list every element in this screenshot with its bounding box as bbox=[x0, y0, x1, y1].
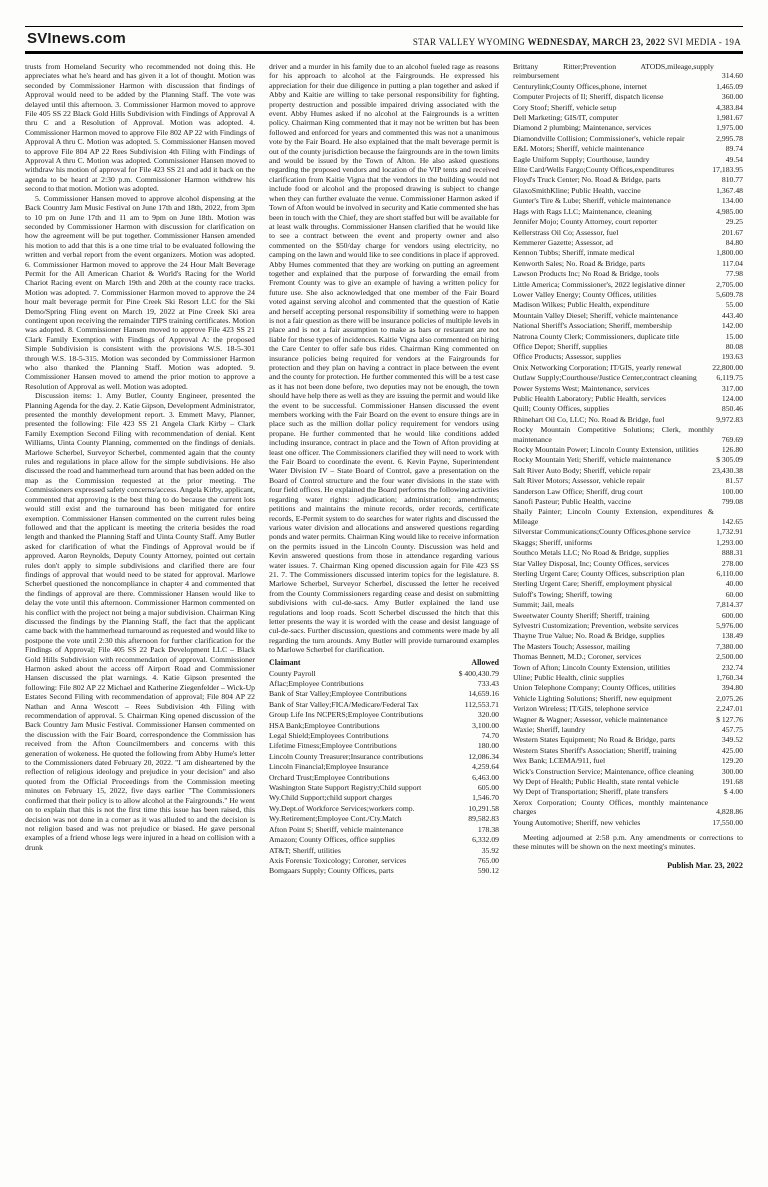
claim-amount: 6,463.00 bbox=[472, 772, 499, 782]
claim-row bbox=[513, 455, 743, 464]
claim-amount: 89.74 bbox=[725, 144, 743, 154]
claimant-name: Verizon Wireless; IT/GIS, telephone service bbox=[513, 704, 649, 714]
claim-row bbox=[513, 746, 743, 755]
claim-amount: 1,367.48 bbox=[716, 185, 743, 195]
claimant-name: Union Telephone Company; County Offices, utilities bbox=[513, 683, 676, 693]
claimant-name: Kellerstrass Oil Co; Assessor, fuel bbox=[513, 227, 619, 237]
claim-amount: 4,259.64 bbox=[472, 762, 499, 772]
claim-amount: 769.69 bbox=[721, 434, 743, 444]
claimant-name: The Masters Touch; Assessor, mailing bbox=[513, 641, 631, 651]
claimant-name: Amazon; County Offices, office supplies bbox=[269, 835, 395, 845]
claimant-name: Lincoln County Treasurer;Insurance contributions bbox=[269, 751, 423, 761]
claimant-name: Dell Marketing; GIS/IT, computer bbox=[513, 113, 619, 123]
claim-row bbox=[513, 642, 743, 651]
claim-row bbox=[513, 663, 743, 672]
claim-row bbox=[513, 404, 743, 413]
claim-amount: 100.00 bbox=[721, 486, 743, 496]
claimant-name: Orchard Trust;Employee Contributions bbox=[269, 772, 390, 782]
claim-row bbox=[513, 425, 743, 444]
claimant-name: Young Automotive; Sheriff, new vehicles bbox=[513, 817, 641, 827]
claim-amount: 77.98 bbox=[725, 269, 743, 279]
claim-row bbox=[513, 652, 743, 661]
claimant-name: Gunter's Tire & Lube; Sheriff, vehicle maintenance bbox=[513, 196, 671, 206]
masthead-dateline bbox=[413, 37, 741, 47]
claimant-name: Power Systems West; Maintenance, services bbox=[513, 383, 650, 393]
claim-amount: 17,183.95 bbox=[712, 165, 743, 175]
claim-row bbox=[513, 300, 743, 309]
site-name: SVInews.com bbox=[27, 30, 126, 47]
claim-row bbox=[513, 466, 743, 475]
claimant-name: Lifetime Fitness;Employee Contributions bbox=[269, 741, 397, 751]
claim-row bbox=[513, 311, 743, 320]
claim-amount: 15.00 bbox=[725, 331, 743, 341]
claimant-name: Skaggs; Sheriff, uniforms bbox=[513, 537, 593, 547]
claim-amount: 89,582.83 bbox=[468, 814, 499, 824]
claimant-name: Afton Point S; Sheriff, vehicle maintenance bbox=[269, 824, 404, 834]
claimant-name: Vehicle Lighting Solutions; Sheriff, new equipment bbox=[513, 693, 672, 703]
claim-amount: 1,546.70 bbox=[472, 793, 499, 803]
claimant-name: Mountain Valley Diesel; Sheriff, vehicle maintenance bbox=[513, 310, 678, 320]
claim-amount: 1,760.34 bbox=[716, 672, 743, 682]
claim-amount: 4,985.00 bbox=[716, 206, 743, 216]
claim-amount: 1,800.00 bbox=[716, 248, 743, 258]
claim-amount: 3,100.00 bbox=[472, 720, 499, 730]
claim-row bbox=[513, 631, 743, 640]
claimant-name: Hags with Rags LLC; Maintenance, cleaning bbox=[513, 206, 652, 216]
claim-amount: 1,981.67 bbox=[716, 113, 743, 123]
column-2 bbox=[269, 62, 499, 1180]
claim-row bbox=[513, 445, 743, 454]
claim-row bbox=[513, 415, 743, 424]
claimant-name: Eagle Uniform Supply; Courthouse, laundry bbox=[513, 154, 650, 164]
claim-row bbox=[513, 113, 743, 122]
claim-amount: 29.25 bbox=[725, 217, 743, 227]
claimant-name: Natrona County Clerk; Commissioners, duplicate title bbox=[513, 331, 680, 341]
claim-row bbox=[513, 155, 743, 164]
claimant-name: Suloff's Towing; Sheriff, towing bbox=[513, 589, 613, 599]
claims-header-claimant: Claimant bbox=[269, 657, 301, 667]
claim-row bbox=[513, 175, 743, 184]
claim-row bbox=[269, 846, 499, 855]
claim-amount: 178.38 bbox=[477, 824, 499, 834]
claim-amount: 443.40 bbox=[721, 310, 743, 320]
adjournment-paragraph: Meeting adjourned at 2:58 p.m. Any amendments or corrections to these minutes will be shown on the next meeting's minutes. bbox=[513, 833, 743, 852]
claim-amount: 457.75 bbox=[721, 725, 743, 734]
claim-amount: 14,659.16 bbox=[468, 689, 499, 699]
claim-row bbox=[513, 238, 743, 247]
claim-row bbox=[269, 866, 499, 875]
claim-row bbox=[513, 818, 743, 827]
claimant-name: HSA Bank;Employee Contributions bbox=[269, 720, 380, 730]
claim-amount: 81.57 bbox=[725, 476, 743, 486]
claimant-name: Wick's Construction Service; Maintenance, office cleaning bbox=[513, 766, 694, 776]
claimant-name: Salt River Auto Body; Sheriff, vehicle repair bbox=[513, 465, 651, 475]
claimant-name: Washington State Support Registry;Child support bbox=[269, 783, 422, 793]
claim-row bbox=[513, 704, 743, 713]
claim-amount: 278.00 bbox=[721, 558, 743, 568]
claim-amount: $ 127.76 bbox=[716, 714, 743, 724]
column-1 bbox=[25, 62, 255, 1180]
claim-amount: 80.08 bbox=[725, 341, 743, 351]
claimant-name: Madison Wilkes; Public Health, expenditure bbox=[513, 300, 650, 310]
claimant-name: Rocky Mountain Power; Lincoln County Extension, utilities bbox=[513, 445, 699, 455]
claim-amount: 1,465.09 bbox=[716, 81, 743, 91]
claim-amount: 180.00 bbox=[477, 741, 499, 751]
claimant-name: Bank of Star Valley;Employee Contributions bbox=[269, 689, 407, 699]
claim-amount: 810.77 bbox=[721, 175, 743, 185]
claimant-name: Wex Bank; LCEMA/911, fuel bbox=[513, 756, 606, 766]
claim-row bbox=[513, 186, 743, 195]
claimant-name: Star Valley Disposal, Inc; County Offices, services bbox=[513, 558, 669, 568]
claim-amount: 138.49 bbox=[721, 631, 743, 641]
claim-row bbox=[513, 548, 743, 557]
column-3 bbox=[513, 62, 743, 1180]
claimant-name: Southco Metals LLC; No Road & Bridge, supplies bbox=[513, 548, 669, 558]
claimant-name: Western States Equipment; No Road & Bridge, parts bbox=[513, 735, 676, 745]
claim-amount: 2,247.01 bbox=[716, 704, 743, 714]
claim-amount: 17,550.00 bbox=[712, 817, 743, 827]
claimant-name: Floyd's Truck Center; No. Road & Bridge, parts bbox=[513, 175, 661, 185]
claim-amount: 4,383.84 bbox=[716, 102, 743, 112]
claim-row bbox=[269, 700, 499, 709]
claim-row bbox=[513, 798, 743, 817]
claimant-name: Shaily Painter; Lincoln County Extension, expenditures & Mileage bbox=[513, 507, 714, 526]
claim-row bbox=[513, 579, 743, 588]
claim-amount: 232.74 bbox=[721, 662, 743, 672]
claim-amount: 193.63 bbox=[721, 352, 743, 362]
claimant-name: Jennifer Mojo; County Attorney, court reporter bbox=[513, 217, 658, 227]
article-paragraph: Discussion items: 1. Amy Butler, County Engineer, presented the Planning Agenda for the day. 2. Katie Gipson, Development Administrator, presented the monthly development report. 3. Emmett Mavy, Planner, presented the following: File 423 SS 21 Angela Clark Kirby – Clark Family Exemption Second Filing with recommendation of denial. Kent Williams, Uinta County Planning, commented on the findings of denials. Marlowe Scherbel, Surveyor Scherbel, commented again that the county rules and regulations in place allow for the simple subdivisions. He also discussed the road and hammerhead turn around that has been added on the map as the Commission requested at the prior meeting. The Commissioners expressed safety concerns/access. Angela Kirby, applicant, commented that approving is the best thing to do because the current lots would still exist and the turnaround has been mitigated for entire exemption. Commissioner Hansen commented on the current rules being followed and that the applicant is meeting the criteria besides the road length and thanked the Planning Staff and Uinta County Staff. Amy Butler asked for clarification of what the Findings of Approval would be if approved. Aaron Reynolds, Deputy County Attorney, pointed out certain rules don't apply to simple subdivisions and clarified there are four findings of approval that would need to be stated for approval. Marlowe Scherbel questioned the noncompliance in chapter 4 and commented that the findings of approval are there. Commissioner Hansen would like to delay the vote until this afternoon. Commissioner Harmon commented on his conflict with the project not being a major subdivision. Chairman King discussed the findings by the Planning Staff, the fact that the applicant came back with the hammerhead turnaround as requested and would like to postpone the vote until 2:30 this afternoon for further clarification for the Findings of Approval; File 405 SS 22 Pack Development LLC – Black Gold Hills Subdivision with recommendation of approval. Commissioner Harmon asked about the access off Airport Road and Commissioner Hansen discussed the plat warnings. 4. Katie Gipson presented the following: File 802 AP 22 Michael and Katherine Ziegenfelder – Wick-Up Estates Second Filing with recommendation of approval; File 804 AP 22 Nathan and Anna Wescott – Rees Subdivision 4th Filing with recommendation of approval. 5. Chairman King opened discussion of the Back Country Jam Music Festival. Commissioner Hansen commented on the discussion with the Fair Board, correspondence the Commission has received from the Afton Councilmembers and concerns with this generation of wokeness. He quoted the following from Abby Hume's letter to the Commissioners dated February 20, 2022. "I am disheartened by the reflection of religious ideology and prejudice in your decision" and also quoted from the Official Proceedings from the Commission meeting minutes on February 15, 2022, five days earlier "The Commissioners confirmed that their policy is to allow alcohol at the Fairgrounds." He went on to explain that this is not the first time this issue has been raised, this decision was not done in a corner as it was alluded to and the decision is not religion based and was not prejudice or biased. He gave personal examples of a friend whose legs were injured in a head on collision with a drunk bbox=[25, 391, 255, 852]
claimant-name: GlaxoSmithKline; Public Health, vaccine bbox=[513, 185, 641, 195]
claimant-name: Salt River Motors; Assessor, vehicle repair bbox=[513, 476, 645, 486]
claim-amount: 4,828.86 bbox=[716, 807, 743, 817]
claim-amount: $ 4.00 bbox=[723, 787, 743, 797]
claimant-name: Xerox Corporation; County Offices, monthly maintenance charges bbox=[513, 797, 709, 817]
claim-amount: 1,975.00 bbox=[716, 123, 743, 133]
claim-row bbox=[513, 590, 743, 599]
claim-row bbox=[513, 683, 743, 692]
claim-row bbox=[513, 207, 743, 216]
claim-row bbox=[513, 527, 743, 536]
claim-row bbox=[513, 735, 743, 744]
claim-row bbox=[513, 352, 743, 361]
claimant-name: Elite Card/Wells Fargo;County Offices,expenditures bbox=[513, 165, 674, 175]
claimant-name: Sweetwater County Sheriff; Sheriff, training bbox=[513, 610, 650, 620]
claim-row bbox=[513, 280, 743, 289]
claim-row bbox=[513, 103, 743, 112]
claimant-name: AT&T; Sheriff, utilities bbox=[269, 845, 341, 855]
claimant-name: Cory Stoof; Sheriff, vehicle setup bbox=[513, 102, 617, 112]
claims-list-col2 bbox=[269, 669, 499, 876]
claim-amount: 23,430.38 bbox=[712, 465, 743, 475]
claim-amount: 84.80 bbox=[725, 237, 743, 247]
claim-amount: 1,293.00 bbox=[716, 537, 743, 547]
masthead-date: WEDNESDAY, MARCH 23, 2022 bbox=[527, 37, 666, 47]
claim-amount: 134.00 bbox=[721, 196, 743, 206]
claim-amount: 600.00 bbox=[721, 610, 743, 620]
claim-row bbox=[513, 384, 743, 393]
claim-amount: 1,732.91 bbox=[716, 527, 743, 537]
masthead bbox=[25, 26, 743, 54]
claim-amount: 349.52 bbox=[721, 735, 743, 745]
claim-row bbox=[513, 756, 743, 765]
claim-amount: 142.65 bbox=[721, 516, 743, 526]
claim-row bbox=[513, 92, 743, 101]
claimant-name: Wy.Dept.of Workforce Services;workers comp. bbox=[269, 803, 415, 813]
claimant-name: Bank of Star Valley;FICA/Medicare/Federal Tax bbox=[269, 699, 419, 709]
claimant-name: Office Products; Assessor, supplies bbox=[513, 352, 622, 362]
claimant-name: Diamond 2 plumbing; Maintenance, services bbox=[513, 123, 652, 133]
claim-row bbox=[513, 269, 743, 278]
claim-amount: 74.70 bbox=[481, 731, 499, 741]
claim-row bbox=[513, 725, 743, 734]
claimant-name: Public Health Laboratory; Public Health, services bbox=[513, 394, 666, 403]
claim-amount: 112,553.71 bbox=[464, 699, 499, 709]
claim-row bbox=[269, 804, 499, 813]
claimant-name: Little America; Commissioner's, 2022 legislative dinner bbox=[513, 279, 686, 289]
claim-amount: 10,291.58 bbox=[468, 803, 499, 813]
claim-row bbox=[513, 569, 743, 578]
claim-row bbox=[269, 669, 499, 678]
claimant-name: Wy Dept of Health; Public Health, state rental vehicle bbox=[513, 777, 679, 787]
claim-row bbox=[513, 538, 743, 547]
claim-row bbox=[513, 767, 743, 776]
claim-amount: 765.00 bbox=[477, 855, 499, 865]
claim-amount: 300.00 bbox=[721, 766, 743, 776]
claims-header-allowed: Allowed bbox=[471, 657, 499, 667]
claim-row bbox=[269, 731, 499, 740]
claim-amount: 6,332.09 bbox=[472, 835, 499, 845]
claim-row bbox=[513, 476, 743, 485]
claim-row bbox=[513, 497, 743, 506]
claim-amount: 7,814.37 bbox=[716, 600, 743, 610]
claim-amount: 6,119.75 bbox=[716, 373, 743, 383]
article-paragraph: 5. Commissioner Hansen moved to approve alcohol dispensing at the Back Country Jam Music Festival on June 17th and 18th, 2022, from 3pm to 10 pm on June 17th and 11 am to 9pm on June 18th. Motion was seconded by Commissioner Harmon with discussion for clarification on how the agreement will be put together. Commissioner Hansen amended his motion to add that this is a one time trial to be evaluated following the written and verbal report from the event organizers. Motion was adopted. 6. Commissioner Harmon moved to approve the 24 Hour Malt Beverage Permit for the All American Chariot & World's Racing for the World Chariot Racing event on March 19th and 20th at the county race tracks. Motion was adopted. 7. Commissioner Harmon moved to approve the 24 hour malt beverage permit for Pine Creek Ski Resort LLC for the Ski Demo/Spring Fling event on March 19, 2022 at Pine Creek Ski area contingent upon receiving the remainder TIPS training certificates. Motion was adopted. 8. Commissioner Hansen moved to approve File 423 SS 21 Clark Family Exemption with Findings of Approval A: the proposed Simple Subdivision is consistent with the provisions W.S. 18-5-301 through W.S. 18-5-315. Motion was seconded by Commissioner Harmon who also thanked the Planning Staff. Motion was adopted. 9. Commissioner Hansen moved to amend the prior motion to approve a Resolution of Approval as well. Motion was adopted. bbox=[25, 193, 255, 391]
claim-row bbox=[269, 835, 499, 844]
claim-amount: 2,075.26 bbox=[716, 693, 743, 703]
claimant-name: Wagner & Wagner; Assessor, vehicle maintenance bbox=[513, 714, 668, 724]
claim-row bbox=[269, 773, 499, 782]
claim-amount: 126.80 bbox=[721, 445, 743, 455]
claim-row bbox=[513, 134, 743, 143]
claimant-name: Kennon Tubbs; Sheriff, inmate medical bbox=[513, 248, 635, 258]
claims-table-header bbox=[269, 658, 499, 668]
claim-amount: 5,976.00 bbox=[716, 620, 743, 630]
claimant-name: Western States Sheriff's Association; Sheriff, training bbox=[513, 745, 677, 755]
claim-amount: 60.00 bbox=[725, 589, 743, 599]
claim-row bbox=[513, 332, 743, 341]
claim-row bbox=[513, 228, 743, 237]
claimant-name: Lincoln Financial;Employee Insurance bbox=[269, 762, 389, 772]
claim-amount: 317.00 bbox=[721, 383, 743, 393]
claimant-name: Sterling Urgent Care; Sheriff, employment physical bbox=[513, 579, 672, 589]
claimant-name: Summit; Jail, meals bbox=[513, 600, 574, 610]
article-paragraph: driver and a murder in his family due to an alcohol fueled rage as reasons for his approach to alcohol at the Fairgrounds. He expressed his appreciation for their due diligence in putting a plan together and asked if Abby and Kaitie are willing to take personal responsibility for fighting, property destruction and possible impaired driving associated with the event. Abby Humes asked if no alcohol at the Fairgrounds is a written policy. Chairman King commented that it may not be written but has been followed and enforced for years and commented this was not a unanimous vote by the Fair Board. He also explained that the malt beverage permit is out of the county jurisdiction because the fairgrounds are in the town limits and would be issued by the Town of Alton. He also asked questions regarding the proposed vendors and location of the VIP tents and received clarification from Kaitie Vigna that the vendors in the building would not include food or alcohol and the proposed drawing is subject to change when they can further evaluate the venue. Commissioner Harmon asked if Town of Afton would be involved in security and Katie commented she has been in touch with the Chief, they are short staffed but will be available for at least walk throughs. Commissioner Hansen clarified that he would like to see a contract between the event and property owner and also commented on the $50/day charge for vendors using electricity, no camping on the lawn and would like to see conditions in place if approved. Abby Humes commented that they are working on putting an agreement together and explained that the purpose of forwarding the email from Fremont County was to give an example of having a written policy for future use. She also acknowledged that one member of the Fair Board voted against serving alcohol and commented that the question of Katie and herself accepting personal responsibility if something were to happen is not a fair question as there will be insurance policies of multiple levels in place and is not a fair assumption to make as bars or restaurant are not liable for these types of incidences. Kaitie Vigna also commented on hiring the Care Center to offer safe bus rides. Chairman King commented on insurance policies being required for vendors at the Fairgrounds for protection and they plan on having a contract in place between the event and the county for protection. He further commented this will be a test case as it has not been done before, two deputies may not be enough, the town should have help there as well as they are issuing the permit and would like the event to be successful. Commissioner Hansen discussed the event members working with the Fair Board on the event to ensure things are in place such as the million dollar policy requirement for vendors using propane. He further commented that he would like conditions added including insurance, contract in place and the Town of Afton providing at least one officer. The Commissioners clarified they will need to work with the Fair Board to coordinate the event. 6. Kevin Payne, Superintendent Water Division IV – State Board of Control, gave a presentation on the Board of Control structure and the four water divisions in the state with four field offices. He explained the Board performs the following activities regarding water rights: adjudication; administration; amendments; petitions and maintains the minute records, order records, certificate records, E-Permit system to do searches for water rights and discussed the various water division and allocations and answered questions regarding ponds and water permits. Chairman King would like to receive information on the permits issued in the Lincoln County. Discussion was held and Kevin answered questions from those in attendance regarding various water issues. 7. Chairman King opened discussion again for File 423 SS 21. 7. The Commissioners discussed interim topics for the legislature. 8. Marlowe Scherbel, Surveyor Scherbel, discussed the letter he received from the County Commissioners regarding cease and desist on submitting subdivisions with cul-de-sacs. Amy Butler explained the land use regulations and loop roads. Scott Scherbel discussed the hitch that this letter presents the way it is worded with the cease and desist language of cul-de-sacs. Further discussion, questions and comments were made by all regarding the turn arounds. Amy Butler will provide turnaround examples to Marlowe Scherbel for clarification. bbox=[269, 62, 499, 655]
claim-row bbox=[513, 144, 743, 153]
claim-amount: 129.20 bbox=[721, 756, 743, 766]
claim-row bbox=[269, 762, 499, 771]
claim-amount: 49.54 bbox=[725, 154, 743, 164]
claim-amount: 888.31 bbox=[721, 548, 743, 558]
masthead-edition: SVI MEDIA - 19A bbox=[667, 37, 741, 47]
claimant-name: Legal Shield;Employees Contributions bbox=[269, 731, 389, 741]
claim-row bbox=[513, 342, 743, 351]
claim-row bbox=[513, 363, 743, 372]
claimant-name: Silverstar Communications;County Offices,phone service bbox=[513, 527, 691, 537]
claim-row bbox=[513, 777, 743, 786]
claimant-name: Uline; Public Health, clinic supplies bbox=[513, 672, 625, 682]
claim-row bbox=[513, 559, 743, 568]
claimant-name: Waxie; Sheriff, laundry bbox=[513, 725, 586, 734]
claim-amount: 799.08 bbox=[721, 497, 743, 507]
claim-row bbox=[513, 600, 743, 609]
claim-row bbox=[269, 783, 499, 792]
claim-row bbox=[513, 62, 743, 81]
claim-amount: 6,110.00 bbox=[716, 568, 743, 578]
claim-row bbox=[513, 787, 743, 796]
claimant-name: Sterling Urgent Care; County Offices, subscription plan bbox=[513, 568, 685, 578]
claim-row bbox=[269, 721, 499, 730]
claimant-name: Office Depot; Sheriff, supplies bbox=[513, 341, 608, 351]
claim-amount: 35.92 bbox=[481, 845, 499, 855]
claimant-name: Kenworth Sales; No. Road & Bridge, parts bbox=[513, 258, 645, 268]
claimant-name: Rhinehart Oil Co, LLC; No. Road & Bridge, fuel bbox=[513, 414, 665, 424]
claimant-name: Onix Networking Corporation; IT/GIS, yearly renewal bbox=[513, 362, 682, 372]
claimant-name: Wy Dept of Transportation; Sheriff, plate transfers bbox=[513, 787, 669, 797]
claim-amount: 314.60 bbox=[721, 71, 743, 81]
claim-row bbox=[513, 217, 743, 226]
claimant-name: Wy.Retirement;Employee Cont./Cty.Match bbox=[269, 814, 402, 824]
claimant-name: Town of Afton; Lincoln County Extension, utilities bbox=[513, 662, 671, 672]
claimant-name: Thayne True Value; No. Road & Bridge, supplies bbox=[513, 631, 665, 641]
claim-amount: 733.43 bbox=[477, 679, 499, 688]
claimant-name: Axis Forensic Toxicology; Coroner, services bbox=[269, 855, 407, 865]
claimant-name: Lawson Products Inc; No Road & Bridge, tools bbox=[513, 269, 660, 279]
claim-amount: 40.00 bbox=[725, 579, 743, 589]
claimant-name: E&L Motors; Sheriff, vehicle maintenance bbox=[513, 144, 645, 154]
claim-row bbox=[513, 165, 743, 174]
masthead-location: STAR VALLEY WYOMING bbox=[412, 37, 526, 47]
claim-row bbox=[269, 814, 499, 823]
claim-amount: 12,086.34 bbox=[468, 751, 499, 761]
claimant-name: Brittany Ritter;Prevention ATODS,mileage,supply reimbursement bbox=[513, 62, 714, 81]
claim-amount: $ 305.09 bbox=[716, 455, 743, 465]
claimant-name: Bomgaars Supply; County Offices, parts bbox=[269, 866, 394, 876]
claim-amount: 117.04 bbox=[722, 258, 743, 268]
claim-row bbox=[513, 621, 743, 630]
claim-row bbox=[513, 507, 743, 526]
claim-amount: 850.46 bbox=[721, 404, 743, 414]
claim-amount: 22,800.00 bbox=[712, 362, 743, 372]
claimant-name: Lower Valley Energy; County Offices, utilities bbox=[513, 289, 657, 299]
claim-amount: 9,972.83 bbox=[716, 414, 743, 424]
claim-row bbox=[513, 196, 743, 205]
claim-row bbox=[513, 123, 743, 132]
claim-row bbox=[513, 321, 743, 330]
claimant-name: Kemmerer Gazette; Assessor, ad bbox=[513, 237, 614, 247]
claimant-name: Diamondville Collision; Commissioner's, vehicle repair bbox=[513, 133, 685, 143]
claim-row bbox=[513, 611, 743, 620]
claim-row bbox=[269, 679, 499, 688]
claimant-name: Rocky Mountain Yeti; Sheriff, vehicle maintenance bbox=[513, 455, 672, 465]
claim-amount: 394.80 bbox=[721, 683, 743, 693]
claim-amount: $ 400,430.79 bbox=[458, 668, 499, 678]
claim-amount: 360.00 bbox=[721, 92, 743, 102]
claimant-name: Group Life Ins NCPERS;Employee Contributions bbox=[269, 710, 424, 720]
claim-amount: 7,380.00 bbox=[716, 641, 743, 651]
claim-row bbox=[513, 694, 743, 703]
claim-row bbox=[513, 248, 743, 257]
article-columns bbox=[25, 54, 743, 1180]
claimant-name: Centurylink;County Offices,phone, internet bbox=[513, 81, 647, 91]
claimant-name: Quill; County Offices, supplies bbox=[513, 404, 609, 414]
claim-row bbox=[513, 259, 743, 268]
publish-line: Publish Mar. 23, 2022 bbox=[667, 860, 743, 870]
claimant-name: Sanofi Pasteur; Public Health, vaccine bbox=[513, 497, 632, 507]
claimant-name: Aflac;Employee Contributions bbox=[269, 679, 364, 688]
article-paragraph: trusts from Homeland Security who recommended not doing this. He appreciates what he's heard and has given it a lot of thought. Motion was seconded by Commissioner Harmon with discussion that findings of Approval would need to be added by the Planning Staff. The vote was delayed until this afternoon. 3. Commissioner Harmon moved to approve File 405 SS 22 Black Gold Hills Subdivision with Findings of Approval A thru C and a Resolution of Approval. Motion was adopted. 4. Commissioner Harmon moved to approve File 802 AP 22 with Findings of Approval A thru C. Motion was adopted. 5. Commissioner Hansen moved to approve File 804 AP 22 Rees Subdivision 4th Filing with Findings of Approval A thru C. Motion was adopted. Commissioner Hansen moved to withdraw his motion of approval for File 423 SS 21 and add it back on the agenda to be heard at 2:30 p.m. Commissioner Harmon withdrew his second to that motion. Motion was adopted. bbox=[25, 62, 255, 194]
claim-row bbox=[269, 710, 499, 719]
claim-row bbox=[513, 673, 743, 682]
claim-row bbox=[513, 487, 743, 496]
claim-amount: 605.00 bbox=[477, 783, 499, 793]
claim-amount: 2,705.00 bbox=[716, 279, 743, 289]
claim-row bbox=[269, 689, 499, 698]
claim-amount: 191.68 bbox=[721, 777, 743, 787]
claim-amount: 320.00 bbox=[477, 710, 499, 720]
column-2-text bbox=[269, 62, 499, 655]
claim-row bbox=[513, 394, 743, 403]
claimant-name: Sylvestri Customization; Prevention, website services bbox=[513, 620, 679, 630]
claimant-name: County Payroll bbox=[269, 668, 316, 678]
claimant-name: Thomas Bennett, M.D.; Coroner, services bbox=[513, 652, 642, 662]
claimant-name: Outlaw Supply;Courthouse/Justice Center,contract cleaning bbox=[513, 373, 697, 383]
claim-row bbox=[513, 373, 743, 382]
claim-amount: 590.12 bbox=[477, 866, 499, 876]
claim-row bbox=[513, 82, 743, 91]
claim-amount: 2,995.78 bbox=[716, 133, 743, 143]
claimant-name: Sanderson Law Office; Sheriff, drug court bbox=[513, 486, 643, 496]
claim-amount: 55.00 bbox=[725, 300, 743, 310]
claim-amount: 201.67 bbox=[721, 227, 743, 237]
claim-amount: 142.00 bbox=[721, 321, 743, 331]
claim-row bbox=[269, 793, 499, 802]
claim-row bbox=[513, 290, 743, 299]
claim-row bbox=[513, 715, 743, 724]
claim-row bbox=[269, 825, 499, 834]
claimant-name: Wy.Child Support;child support charges bbox=[269, 793, 393, 803]
claimant-name: National Sheriff's Association; Sheriff, membership bbox=[513, 321, 672, 331]
claim-amount: 124.00 bbox=[721, 394, 743, 403]
claim-amount: 2,500.00 bbox=[716, 652, 743, 662]
claim-row bbox=[269, 752, 499, 761]
claim-amount: 425.00 bbox=[721, 745, 743, 755]
claimant-name: Computer Projects of Il; Sheriff, dispatch license bbox=[513, 92, 664, 102]
claimant-name: Rocky Mountain Competitive Solutions; Clerk, monthly maintenance bbox=[513, 425, 714, 444]
claim-row bbox=[269, 856, 499, 865]
claim-row bbox=[269, 741, 499, 750]
claims-list-col3 bbox=[513, 62, 743, 827]
claim-amount: 5,609.78 bbox=[716, 289, 743, 299]
